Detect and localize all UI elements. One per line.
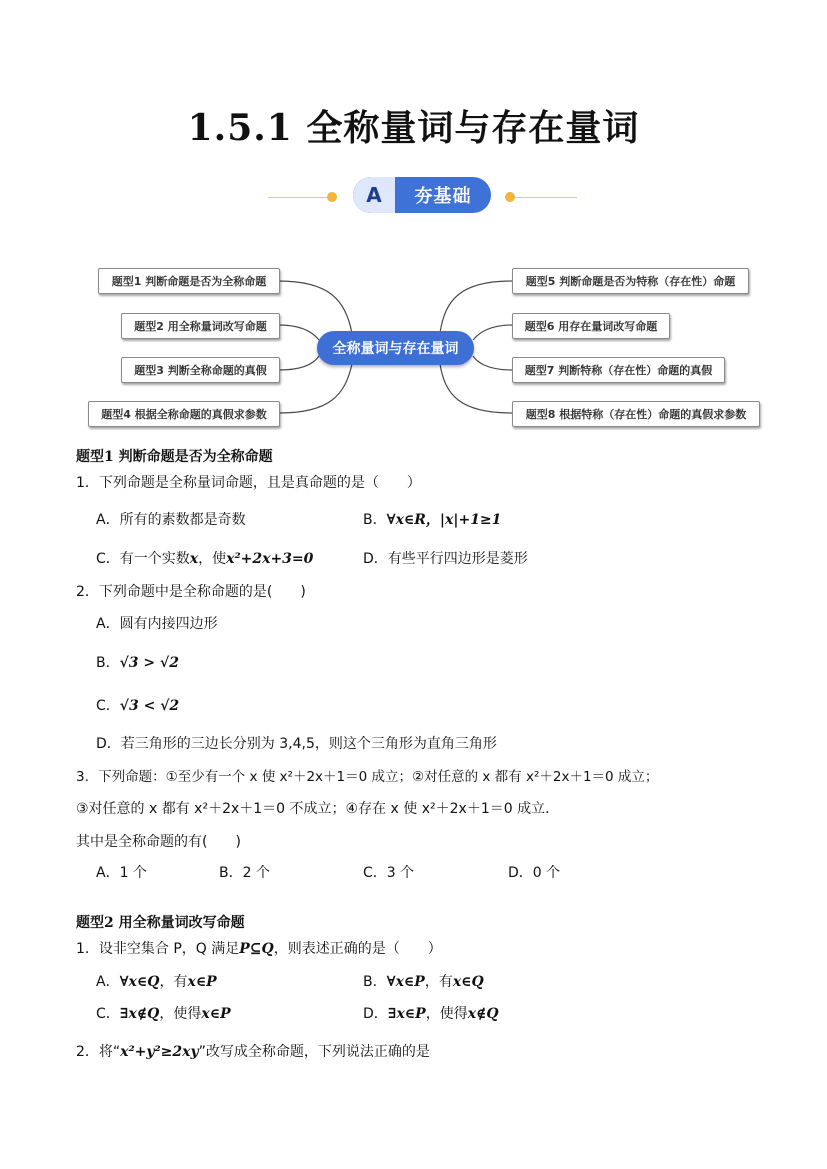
p1q2-option-c-math: √3 < √2 [119, 698, 180, 714]
p1q1-option-a: A．所有的素数都是奇数 [96, 512, 246, 528]
p2q1-option-a-math2: x∈P [187, 974, 217, 990]
p2q1-option-d [363, 1005, 499, 1023]
p2q1-stem [76, 940, 442, 958]
mindmap-node-left-3: 题型3 判断全称命题的真假 [121, 357, 280, 383]
p2q1-option-a-prefix: A． [96, 974, 120, 990]
p1q3-option-c: C．3 个 [363, 865, 415, 881]
p2q1-option-b-math2: x∈Q [452, 974, 484, 990]
p2q1-option-b [363, 973, 484, 991]
p1q1-option-c-var: x [189, 551, 199, 567]
mindmap-center: 全称量词与存在量词 [317, 331, 474, 365]
p1q3-line2: ③对任意的 x 都有 x²＋2x＋1＝0 不成立；④存在 x 使 x²＋2x＋1＝0 成立． [76, 801, 560, 817]
p2q1-stem-prefix: 1．设非空集合 P，Q 满足 [76, 941, 240, 957]
p2q1-option-b-mid: ，有 [424, 974, 453, 990]
p2q1-option-d-math1: ∃x∈P [387, 1006, 426, 1022]
p1q1-option-c-mid: ，使 [198, 551, 227, 567]
p1q1-option-b [363, 511, 501, 529]
p1q2-option-b-math: √3 > √2 [119, 655, 179, 671]
p2q1-option-d-prefix: D． [363, 1006, 388, 1022]
p2q1-option-c-math1: ∃x∉Q [119, 1006, 160, 1022]
mindmap-node-right-3: 题型7 判断特称（存在性）命题的真假 [512, 357, 725, 383]
p2q2-stem-suffix: ”改写成全称命题，下列说法正确的是 [198, 1044, 430, 1060]
mindmap-node-left-1: 题型1 判断命题是否为全称命题 [98, 268, 280, 294]
mindmap-node-right-1: 题型5 判断命题是否为特称（存在性）命题 [512, 268, 749, 294]
p1q3-line3: 其中是全称命题的有( ) [76, 834, 241, 850]
p2q1-option-c-prefix: C． [96, 1006, 120, 1022]
p1q3-option-a: A．1 个 [96, 865, 147, 881]
p1q2-option-a: A．圆有内接四边形 [96, 616, 218, 632]
p1q3-option-d: D．0 个 [508, 865, 561, 881]
p2q1-option-a [96, 973, 217, 991]
mindmap-node-right-2: 题型6 用存在量词改写命题 [512, 313, 670, 339]
p2q1-stem-suffix: ，则表述正确的是（ ） [273, 941, 442, 957]
p1q1-option-b-math: ∀x∈R，|x|+1≥1 [386, 512, 502, 528]
mindmap-node-left-4: 题型4 根据全称命题的真假求参数 [88, 401, 280, 427]
part2-heading: 题型2 用全称量词改写命题 [76, 915, 245, 931]
p2q2-stem [76, 1043, 430, 1061]
p1q2-option-d: D．若三角形的三边长分别为 3,4,5，则这个三角形为直角三角形 [96, 736, 497, 752]
p1q1-option-b-prefix: B． [363, 512, 387, 528]
p2q1-option-c [96, 1005, 231, 1023]
p1q2-option-b-prefix: B． [96, 655, 120, 671]
p2q1-stem-math: P⊆Q [239, 941, 274, 957]
section-label: 夯基础 [414, 186, 472, 207]
p2q1-option-a-mid: ，有 [159, 974, 188, 990]
p1q1-option-c-math: x²+2x+3=0 [226, 551, 314, 567]
p2q1-option-b-math1: ∀x∈P [386, 974, 425, 990]
p2q1-option-c-math2: x∈P [201, 1006, 231, 1022]
p1q1-stem: 1．下列命题是全称量词命题，且是真命题的是（ ） [76, 475, 421, 491]
p2q2-stem-math: x²+y²≥2xy [120, 1044, 199, 1060]
p1q2-option-c [96, 697, 179, 715]
p2q1-option-d-mid: ，使得 [425, 1006, 468, 1022]
p1q1-option-d: D．有些平行四边形是菱形 [363, 551, 528, 567]
p1q2-stem: 2．下列命题中是全称命题的是( ) [76, 584, 306, 600]
p2q2-stem-prefix: 2．将“ [76, 1044, 121, 1060]
p1q2-option-c-prefix: C． [96, 698, 120, 714]
p2q1-option-c-mid: ，使得 [159, 1006, 202, 1022]
mindmap-node-left-2: 题型2 用全称量词改写命题 [121, 313, 280, 339]
p2q1-option-d-math2: x∉Q [467, 1006, 499, 1022]
page-title: 1.5.1 全称量词与存在量词 [187, 107, 640, 149]
mindmap-node-right-4: 题型8 根据特称（存在性）命题的真假求参数 [512, 401, 760, 427]
p1q1-option-c-prefix: C．有一个实数 [96, 551, 190, 567]
p2q1-option-b-prefix: B． [363, 974, 387, 990]
p1q1-option-c [96, 550, 313, 568]
p1q3-line1: 3．下列命题：①至少有一个 x 使 x²＋2x＋1＝0 成立；②对任意的 x 都有 x²＋2x＋1＝0 成立； [76, 769, 659, 785]
part1-heading: 题型1 判断命题是否为全称命题 [76, 449, 273, 465]
p1q2-option-b [96, 654, 179, 672]
p2q1-option-a-math1: ∀x∈Q [119, 974, 160, 990]
section-letter: A [353, 177, 395, 213]
p1q3-option-b: B．2 个 [219, 865, 270, 881]
